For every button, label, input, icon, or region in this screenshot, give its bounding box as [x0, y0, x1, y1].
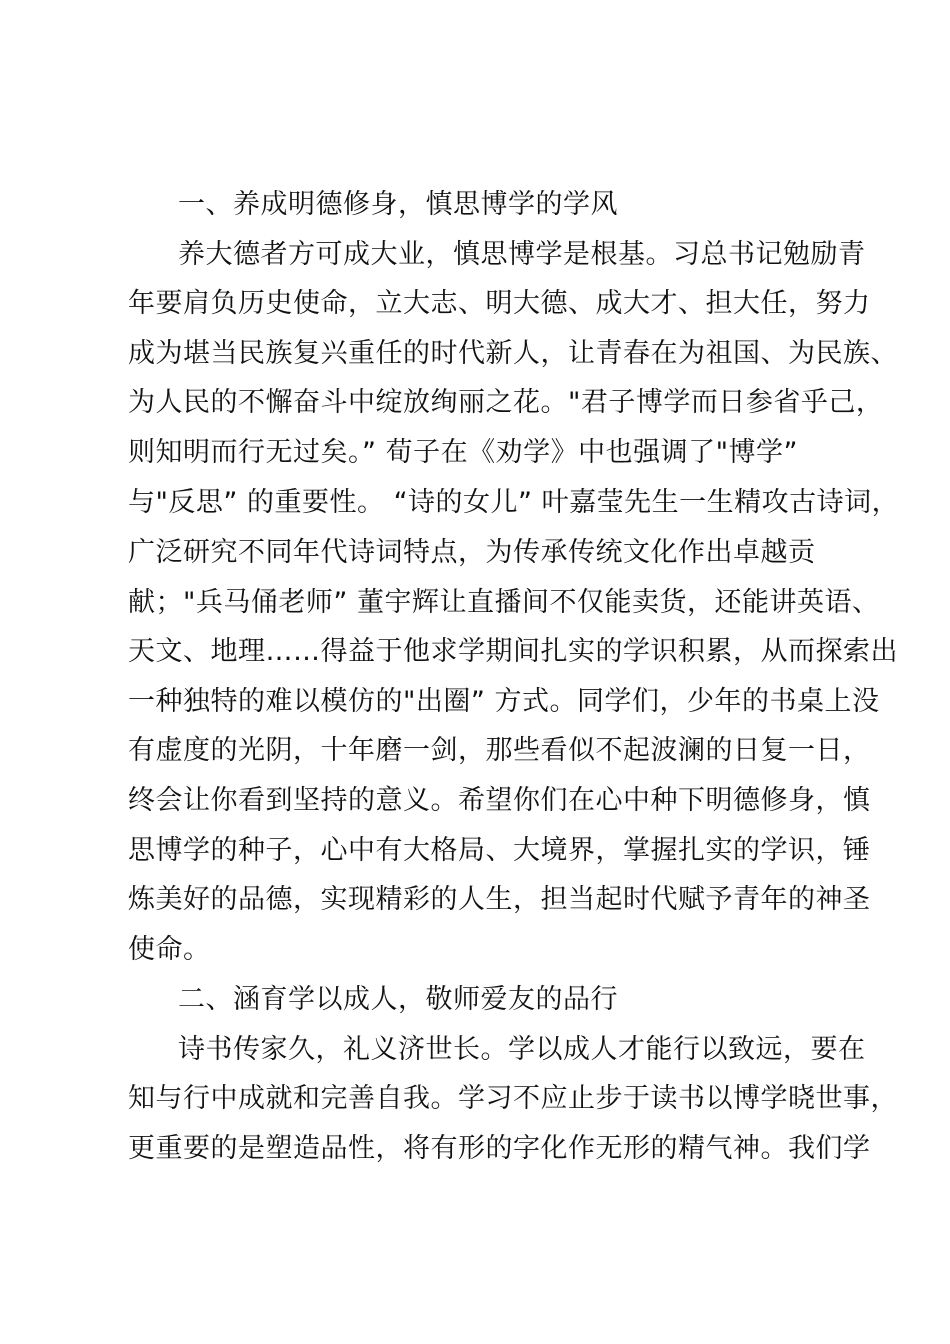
paragraph-line: 有虚度的光阴，十年磨一剑，那些看似不起波澜的日复一日， — [128, 735, 871, 766]
paragraph-line: 思博学的种子，心中有大格局、大境界，掌握扎实的学识，锤 — [128, 835, 871, 866]
paragraph-line: 养大德者方可成大业，慎思博学是根基。习总书记勉励青 — [178, 239, 866, 270]
paragraph-line: 广泛研究不同年代诗词特点，为传承传统文化作出卓越贡 — [128, 537, 816, 568]
paragraph-line: 天文、地理……得益于他求学期间扎实的学识积累，从而探索出 — [128, 636, 898, 667]
paragraph-line: 更重要的是塑造品性，将有形的字化作无形的精气神。我们学 — [128, 1133, 871, 1164]
paragraph-line: 年要肩负历史使命，立大志、明大德、成大才、担大任，努力 — [128, 288, 871, 319]
paragraph-line: 炼美好的品德，实现精彩的人生，担当起时代赋予青年的神圣 — [128, 884, 871, 915]
section-heading-2: 二、涵育学以成人，敬师爱友的品行 — [178, 984, 618, 1015]
paragraph-line: 献；"兵马俑老师” 董宇辉让直播间不仅能卖货，还能讲英语、 — [128, 587, 880, 618]
paragraph-line: 为人民的不懈奋斗中绽放绚丽之花。"君子博学而日参省乎己， — [128, 387, 884, 418]
paragraph-line: 终会让你看到坚持的意义。希望你们在心中种下明德修身，慎 — [128, 785, 871, 816]
section-heading-1: 一、养成明德修身，慎思博学的学风 — [178, 189, 618, 220]
paragraph-line: 则知明而行无过矣。” 荀子在《劝学》中也强调了"博学” — [128, 437, 798, 468]
paragraph-line: 成为堪当民族复兴重任的时代新人，让青春在为祖国、为民族、 — [128, 338, 898, 369]
paragraph-line: 使命。 — [128, 934, 211, 965]
paragraph-line: 一种独特的难以模仿的"出圈” 方式。同学们，少年的书桌上没 — [128, 686, 880, 717]
paragraph-line: 知与行中成就和完善自我。学习不应止步于读书以博学晓世事， — [128, 1083, 898, 1114]
paragraph-line: 诗书传家久，礼义济世长。学以成人才能行以致远，要在 — [178, 1034, 866, 1065]
paragraph-line: 与"反思” 的重要性。 “诗的女儿” 叶嘉莹先生一生精攻古诗词， — [128, 487, 900, 518]
